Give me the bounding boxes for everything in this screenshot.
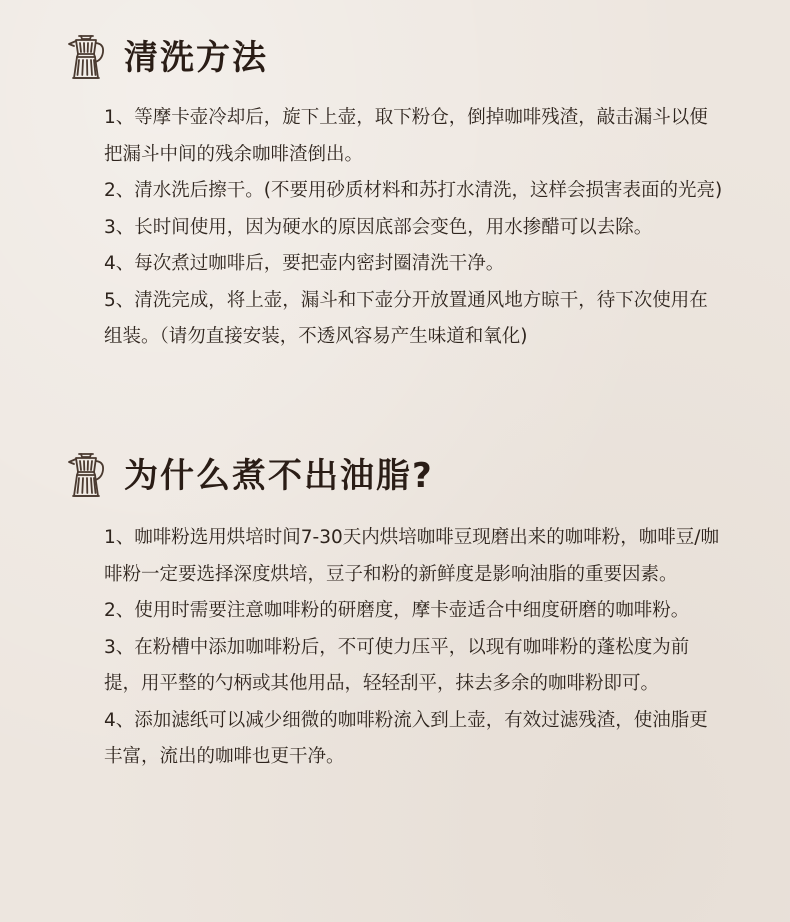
crema-section (0, 448, 790, 767)
section-title: 为什么煮不出油脂? (124, 456, 434, 496)
list-item: 3、长时间使用，因为硬水的原因底部会变色，用水掺醋可以去除。 (104, 216, 653, 238)
list-item: 2、使用时需要注意咖啡粉的研磨度，摩卡壶适合中细度研磨的咖啡粉。 (104, 600, 690, 621)
list-item: 2、清水洗后擦干。(不要用砂质材料和苏打水清洗，这样会损害表面的光亮) (104, 180, 723, 201)
list-item: 1、咖啡粉选用烘培时间7-30天内烘培咖啡豆现磨出来的咖啡粉，咖啡豆/咖啡粉一定要选择深度烘培，豆子和粉的新鲜度是影响油脂的重要因素。 (104, 527, 719, 585)
moka-pot-icon (62, 32, 110, 82)
section-heading-row (0, 30, 790, 86)
list-item: 4、添加滤纸可以减少细微的咖啡粉流入到上壶，有效过滤残渣，使油脂更丰富，流出的咖啡也更干净。 (104, 709, 708, 767)
list-item: 5、清洗完成，将上壶，漏斗和下壶分开放置通风地方晾干，待下次使用在组装。（请勿直接安装，不透风容易产生味道和氧化) (104, 289, 708, 347)
section-heading-row (0, 448, 790, 504)
list-item: 4、每次煮过咖啡后，要把壶内密封圈清洗干净。 (104, 253, 505, 274)
list-item: 3、在粉槽中添加咖啡粉后，不可使力压平，以现有咖啡粉的蓬松度为前提，用平整的勺柄或其他用品，轻轻刮平，抹去多余的咖啡粉即可。 (104, 636, 690, 694)
moka-pot-icon (62, 450, 110, 500)
cleaning-section (0, 30, 790, 347)
list-item: 1、等摩卡壶冷却后，旋下上壶，取下粉仓，倒掉咖啡残渣，敲击漏斗以便把漏斗中间的残余咖啡渣倒出。 (104, 107, 708, 165)
crema-tips-list (104, 520, 724, 776)
section-title: 清洗方法 (124, 38, 268, 78)
cleaning-steps-list (104, 100, 724, 356)
